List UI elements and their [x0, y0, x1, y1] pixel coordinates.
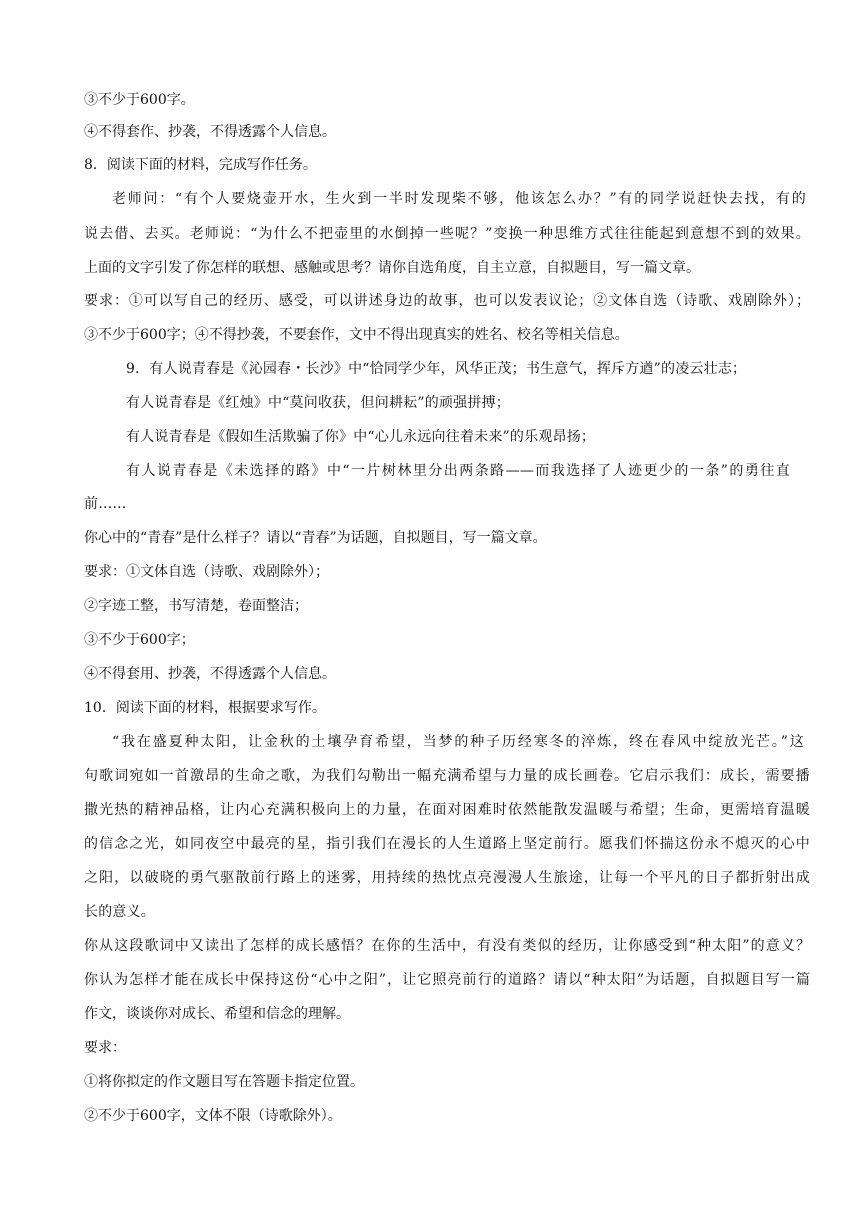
text-line: 你认为怎样才能在成长中保持这份“心中之阳”，让它照亮前行的道路？请以“种太阳”为话题，自拟题目写一篇 [84, 972, 810, 988]
text-line: 作文，谈谈你对成长、希望和信念的理解。 [84, 1006, 350, 1022]
question-10-heading: 10．阅读下面的材料，根据要求写作。 [84, 700, 326, 716]
material-line: 老师问：“有个人要烧壶开水，生火到一半时发现柴不够，他该怎么办？”有的同学说赶快去找，有的 [112, 191, 806, 207]
text-line: ④不得套作、抄袭，不得透露个人信息。 [84, 124, 336, 140]
question-9-heading: 9．有人说青春是《沁园春・长沙》中“恰同学少年，风华正茂；书生意气，挥斥方遒”的凌云壮志； [126, 361, 747, 377]
requirement-line: 要求：①可以写自己的经历、感受，可以讲述身边的故事，也可以发表议论；②文体自选（诗歌、戏剧除外）； [84, 293, 810, 309]
material-line: 有人说青春是《未选择的路》中“一片树林里分出两条路——而我选择了人迹更少的一条”的勇往直 [126, 463, 790, 479]
material-line: 句歌词宛如一首激昂的生命之歌，为我们勾勒出一幅充满希望与力量的成长画卷。它启示我们：成长，需要播 [84, 768, 810, 784]
text-line: 你心中的“青春”是什么样子？请以“青春”为话题，自拟题目，写一篇文章。 [84, 530, 547, 546]
material-line: “我在盛夏种太阳，让金秋的土壤孕育希望，当梦的种子历经寒冬的淬炼，终在春风中绽放光芒。”这 [112, 734, 804, 750]
material-line: 前…… [84, 496, 127, 512]
requirement-heading: 要求： [84, 1040, 126, 1056]
requirement-line: ②不少于600字，文体不限（诗歌除外）。 [84, 1108, 342, 1124]
requirement-line: ①将你拟定的作文题目写在答题卡指定位置。 [84, 1074, 364, 1090]
material-line: 有人说青春是《假如生活欺骗了你》中“心儿永远向往着未来”的乐观昂扬； [126, 429, 596, 445]
text-line: ③不少于600字。 [84, 92, 195, 108]
text-line: 上面的文字引发了你怎样的联想、感触或思考？请你自选角度，自主立意，自拟题目，写一篇文章。 [84, 260, 700, 276]
requirement-line: ③不少于600字； [84, 632, 195, 648]
requirement-line: ③不少于600字；④不得抄袭，不要套作，文中不得出现真实的姓名、校名等相关信息。 [84, 327, 629, 343]
requirement-line: 要求：①文体自选（诗歌、戏剧除外）； [84, 564, 329, 580]
material-line: 长的意义。 [84, 904, 155, 920]
material-line: 撒光热的精神品格，让内心充满积极向上的力量，在面对困难时依然能散发温暖与希望；生命，更需培育温暖 [84, 802, 810, 818]
text-line: 你从这段歌词中又读出了怎样的成长感悟？在你的生活中，有没有类似的经历，让你感受到“种太阳”的意义？ [84, 938, 810, 954]
material-line: 说去借、去买。老师说：“为什么不把壶里的水倒掉一些呢？”变换一种思维方式往往能起到意想不到的效果。 [84, 226, 810, 242]
material-line: 的信念之光，如同夜空中最亮的星，指引我们在漫长的人生道路上坚定前行。愿我们怀揣这份永不熄灭的心中 [84, 836, 810, 852]
material-line: 有人说青春是《红烛》中“莫问收获，但问耕耘”的顽强拼搏； [126, 395, 510, 411]
requirement-line: ④不得套用、抄袭，不得透露个人信息。 [84, 666, 336, 682]
question-8-heading: 8．阅读下面的材料，完成写作任务。 [84, 157, 317, 173]
requirement-line: ②字迹工整，书写清楚，卷面整洁； [84, 598, 308, 614]
material-line: 之阳，以破晓的勇气驱散前行路上的迷雾，用持续的热忱点亮漫漫人生旅途，让每一个平凡的日子都折射出成 [84, 870, 810, 886]
